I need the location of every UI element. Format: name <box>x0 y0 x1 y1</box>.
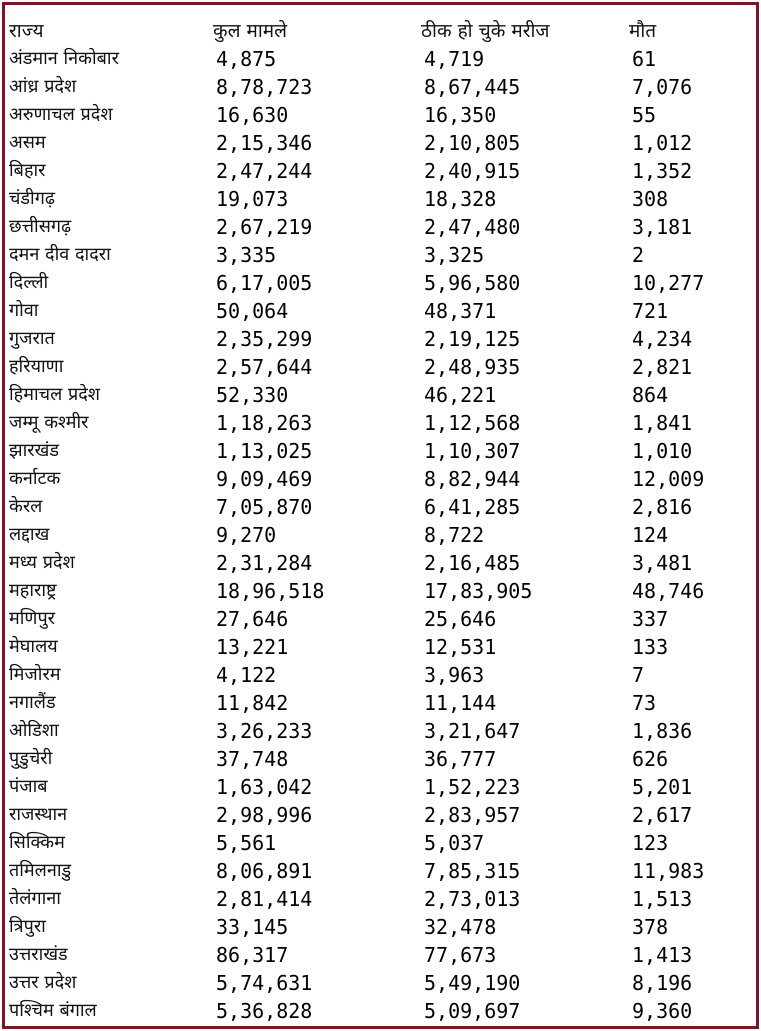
state-name: मध्य प्रदेश <box>9 552 75 573</box>
recovered: 6,41,285 <box>424 495 521 519</box>
state-name: झारखंड <box>9 440 59 461</box>
recovered: 8,722 <box>424 523 485 547</box>
table-row <box>9 773 749 801</box>
total-cases: 2,98,996 <box>216 803 313 827</box>
table-row <box>9 689 749 717</box>
table-row <box>9 913 749 941</box>
deaths: 11,983 <box>632 859 705 883</box>
deaths: 1,513 <box>632 887 693 911</box>
deaths: 2,617 <box>632 803 693 827</box>
deaths: 1,836 <box>632 719 693 743</box>
deaths: 3,481 <box>632 551 693 575</box>
deaths: 10,277 <box>632 271 705 295</box>
deaths: 2 <box>632 243 645 267</box>
recovered: 2,73,013 <box>424 887 521 911</box>
recovered: 25,646 <box>424 607 497 631</box>
total-cases: 2,31,284 <box>216 551 313 575</box>
table-row <box>9 493 749 521</box>
state-name: मिजोरम <box>9 664 61 685</box>
recovered: 11,144 <box>424 691 497 715</box>
table-row <box>9 325 749 353</box>
recovered: 2,40,915 <box>424 159 521 183</box>
deaths: 1,841 <box>632 411 693 435</box>
deaths: 626 <box>632 747 669 771</box>
total-cases: 33,145 <box>216 915 289 939</box>
state-name: राजस्थान <box>9 804 68 825</box>
deaths: 721 <box>632 299 669 323</box>
total-cases: 9,09,469 <box>216 467 313 491</box>
total-cases: 1,18,263 <box>216 411 313 435</box>
total-cases: 86,317 <box>216 943 289 967</box>
deaths: 2,816 <box>632 495 693 519</box>
state-name: सिक्किम <box>9 832 65 853</box>
total-cases: 3,26,233 <box>216 719 313 743</box>
state-name: पंजाब <box>9 776 48 797</box>
table-row <box>9 857 749 885</box>
total-cases: 27,646 <box>216 607 289 631</box>
state-name: मणिपुर <box>9 608 56 629</box>
state-name: बिहार <box>9 160 46 181</box>
table-row <box>9 885 749 913</box>
table-row <box>9 157 749 185</box>
deaths: 55 <box>632 103 657 127</box>
deaths: 337 <box>632 607 669 631</box>
table-row <box>9 129 749 157</box>
total-cases: 5,36,828 <box>216 999 313 1023</box>
deaths: 133 <box>632 635 669 659</box>
total-cases: 11,842 <box>216 691 289 715</box>
total-cases: 52,330 <box>216 383 289 407</box>
recovered: 16,350 <box>424 103 497 127</box>
deaths: 2,821 <box>632 355 693 379</box>
table-row <box>9 997 749 1025</box>
table-row <box>9 213 749 241</box>
state-name: तेलंगाना <box>9 888 61 909</box>
state-name: पश्चिम बंगाल <box>9 1000 97 1021</box>
table-row <box>9 549 749 577</box>
table-row <box>9 969 749 997</box>
deaths: 73 <box>632 691 657 715</box>
recovered: 2,19,125 <box>424 327 521 351</box>
deaths: 12,009 <box>632 467 705 491</box>
total-cases: 2,35,299 <box>216 327 313 351</box>
header-recovered: ठीक हो चुके मरीज <box>421 20 550 42</box>
total-cases: 6,17,005 <box>216 271 313 295</box>
total-cases: 8,78,723 <box>216 75 313 99</box>
total-cases: 16,630 <box>216 103 289 127</box>
recovered: 2,48,935 <box>424 355 521 379</box>
deaths: 8,196 <box>632 971 693 995</box>
recovered: 2,10,805 <box>424 131 521 155</box>
total-cases: 7,05,870 <box>216 495 313 519</box>
table-row <box>9 437 749 465</box>
recovered: 3,963 <box>424 663 485 687</box>
state-name: चंडीगढ़ <box>9 188 55 209</box>
state-name: दमन दीव दादरा <box>9 244 111 265</box>
recovered: 2,16,485 <box>424 551 521 575</box>
state-name: मेघालय <box>9 636 58 657</box>
recovered: 3,325 <box>424 243 485 267</box>
table-row <box>9 829 749 857</box>
table-row <box>9 633 749 661</box>
state-name: गोवा <box>9 300 39 321</box>
recovered: 1,10,307 <box>424 439 521 463</box>
state-name: आंध्र प्रदेश <box>9 76 77 97</box>
total-cases: 18,96,518 <box>216 579 325 603</box>
total-cases: 2,81,414 <box>216 887 313 911</box>
table-row <box>9 577 749 605</box>
state-name: हिमाचल प्रदेश <box>9 384 101 405</box>
table-row <box>9 717 749 745</box>
total-cases: 37,748 <box>216 747 289 771</box>
recovered: 36,777 <box>424 747 497 771</box>
total-cases: 5,74,631 <box>216 971 313 995</box>
state-name: छत्तीसगढ़ <box>9 216 72 237</box>
state-name: अंडमान निकोबार <box>9 48 119 69</box>
state-name: गुजरात <box>9 328 55 349</box>
state-name: हरियाणा <box>9 356 64 377</box>
table-row <box>9 521 749 549</box>
header-total-cases: कुल मामले <box>213 20 288 42</box>
state-name: उत्तराखंड <box>9 944 68 965</box>
table-row <box>9 185 749 213</box>
total-cases: 4,122 <box>216 663 277 687</box>
deaths: 123 <box>632 831 669 855</box>
deaths: 124 <box>632 523 669 547</box>
header-state: राज्य <box>9 20 44 42</box>
state-name: जम्मू कश्मीर <box>9 412 89 433</box>
total-cases: 50,064 <box>216 299 289 323</box>
recovered: 77,673 <box>424 943 497 967</box>
recovered: 46,221 <box>424 383 497 407</box>
total-cases: 9,270 <box>216 523 277 547</box>
table-row <box>9 941 749 969</box>
table-row <box>9 353 749 381</box>
total-cases: 2,57,644 <box>216 355 313 379</box>
state-name: दिल्ली <box>9 272 49 293</box>
recovered: 7,85,315 <box>424 859 521 883</box>
total-cases: 13,221 <box>216 635 289 659</box>
deaths: 7,076 <box>632 75 693 99</box>
recovered: 8,67,445 <box>424 75 521 99</box>
deaths: 308 <box>632 187 669 211</box>
recovered: 5,037 <box>424 831 485 855</box>
deaths: 61 <box>632 47 657 71</box>
state-name: नगालैंड <box>9 692 56 713</box>
state-name: तमिलनाडु <box>9 860 72 881</box>
recovered: 18,328 <box>424 187 497 211</box>
deaths: 1,413 <box>632 943 693 967</box>
total-cases: 3,335 <box>216 243 277 267</box>
recovered: 2,47,480 <box>424 215 521 239</box>
table-row <box>9 381 749 409</box>
total-cases: 4,875 <box>216 47 277 71</box>
deaths: 48,746 <box>632 579 705 603</box>
total-cases: 2,67,219 <box>216 215 313 239</box>
table-row <box>9 661 749 689</box>
state-name: पुडुचेरी <box>9 748 53 769</box>
recovered: 48,371 <box>424 299 497 323</box>
total-cases: 5,561 <box>216 831 277 855</box>
total-cases: 1,63,042 <box>216 775 313 799</box>
table-row <box>9 745 749 773</box>
table-row <box>9 269 749 297</box>
state-name: ओडिशा <box>9 720 59 741</box>
table-row <box>9 605 749 633</box>
recovered: 5,96,580 <box>424 271 521 295</box>
deaths: 7 <box>632 663 645 687</box>
table-row <box>9 465 749 493</box>
recovered: 3,21,647 <box>424 719 521 743</box>
table-row <box>9 101 749 129</box>
table-row <box>9 45 749 73</box>
total-cases: 2,47,244 <box>216 159 313 183</box>
deaths: 3,181 <box>632 215 693 239</box>
deaths: 4,234 <box>632 327 693 351</box>
deaths: 864 <box>632 383 669 407</box>
deaths: 9,360 <box>632 999 693 1023</box>
recovered: 5,09,697 <box>424 999 521 1023</box>
state-name: उत्तर प्रदेश <box>9 972 77 993</box>
header-deaths: मौत <box>629 20 657 42</box>
table-row <box>9 409 749 437</box>
deaths: 1,010 <box>632 439 693 463</box>
state-name: महाराष्ट्र <box>9 580 57 601</box>
table-row <box>9 297 749 325</box>
total-cases: 2,15,346 <box>216 131 313 155</box>
recovered: 2,83,957 <box>424 803 521 827</box>
table-row <box>9 801 749 829</box>
recovered: 5,49,190 <box>424 971 521 995</box>
recovered: 17,83,905 <box>424 579 533 603</box>
total-cases: 19,073 <box>216 187 289 211</box>
table-row <box>9 241 749 269</box>
table-body <box>9 45 749 1025</box>
deaths: 1,352 <box>632 159 693 183</box>
state-name: असम <box>9 132 46 153</box>
total-cases: 1,13,025 <box>216 439 313 463</box>
state-name: लद्दाख <box>9 524 50 545</box>
deaths: 378 <box>632 915 669 939</box>
recovered: 1,12,568 <box>424 411 521 435</box>
deaths: 5,201 <box>632 775 693 799</box>
recovered: 1,52,223 <box>424 775 521 799</box>
deaths: 1,012 <box>632 131 693 155</box>
header-row <box>9 17 749 45</box>
state-name: अरुणाचल प्रदेश <box>9 104 113 125</box>
total-cases: 8,06,891 <box>216 859 313 883</box>
table-frame <box>2 2 759 1029</box>
recovered: 8,82,944 <box>424 467 521 491</box>
recovered: 12,531 <box>424 635 497 659</box>
recovered: 32,478 <box>424 915 497 939</box>
table-row <box>9 73 749 101</box>
covid-state-table <box>9 17 749 1025</box>
recovered: 4,719 <box>424 47 485 71</box>
state-name: कर्नाटक <box>9 468 61 489</box>
state-name: त्रिपुरा <box>9 916 46 937</box>
state-name: केरल <box>9 496 43 517</box>
